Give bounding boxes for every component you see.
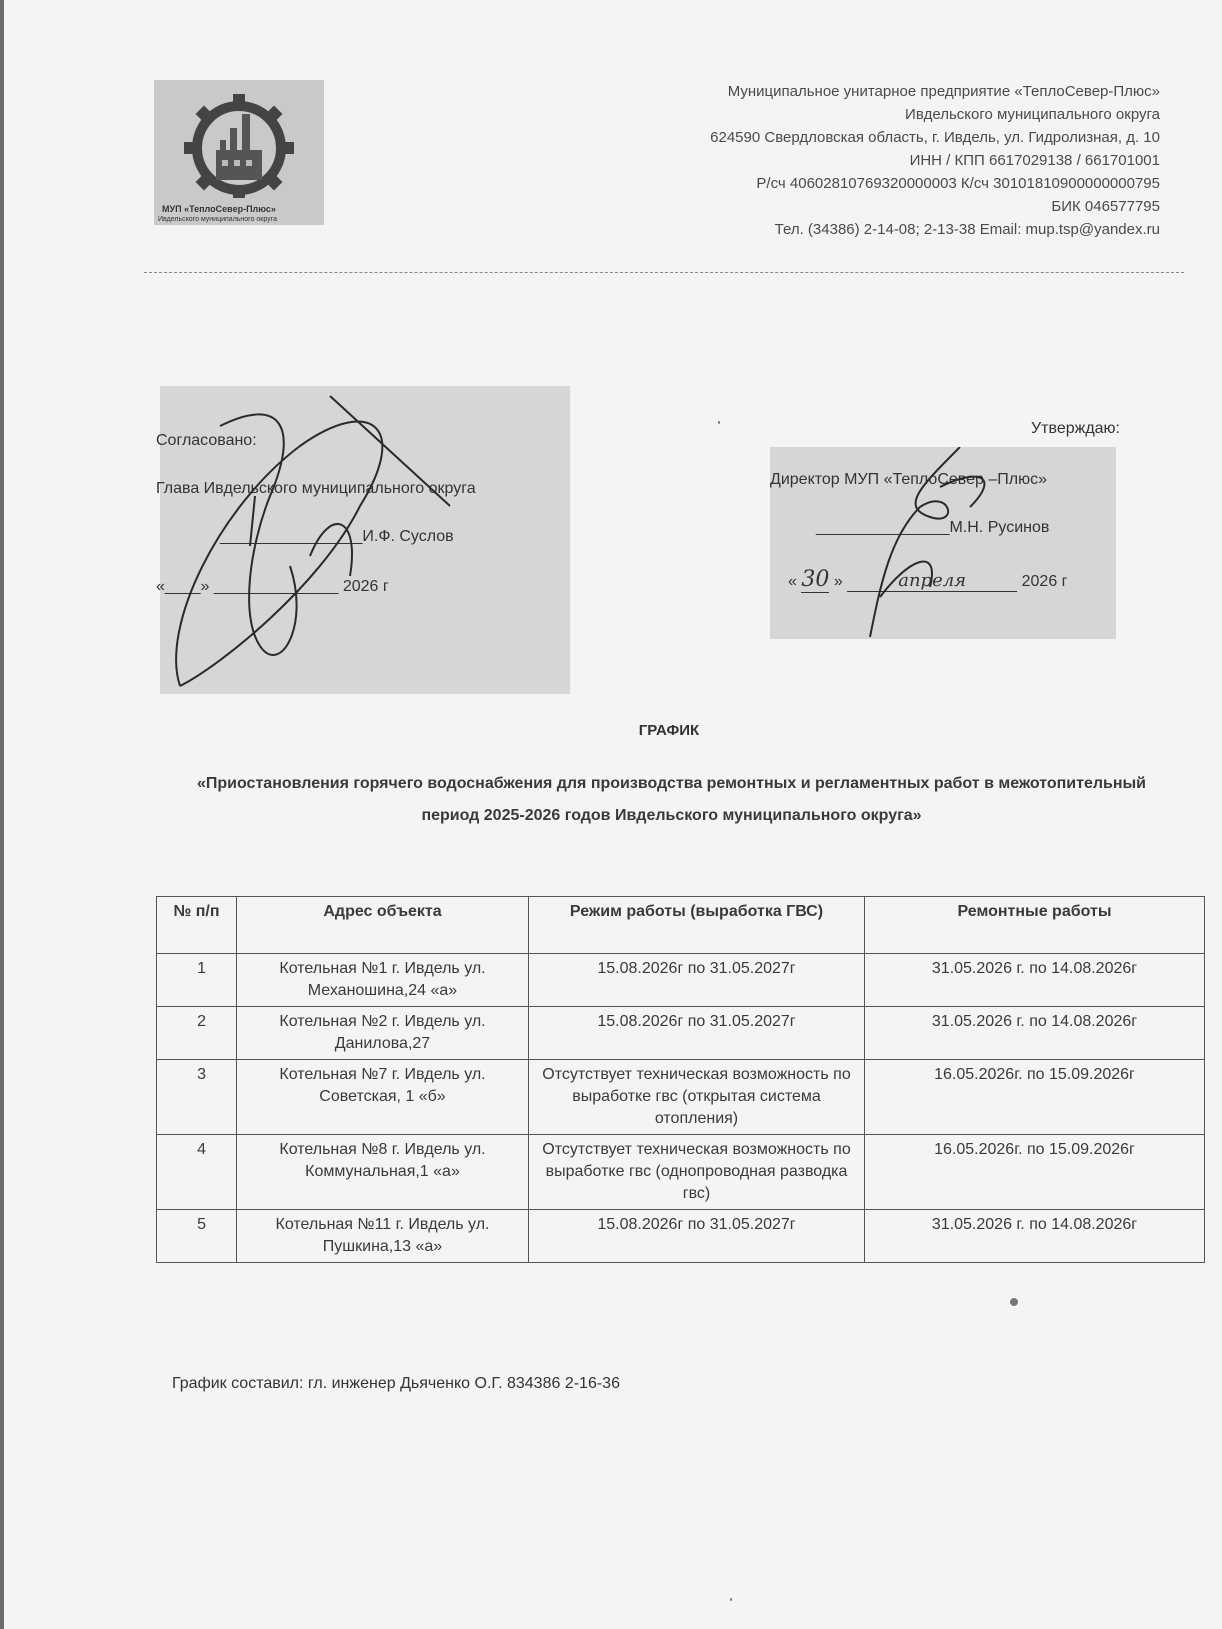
- cell-repair: 31.05.2026 г. по 14.08.2026г: [865, 1210, 1205, 1263]
- approved-label: Утверждаю:: [1031, 420, 1120, 437]
- requisite-line: Муниципальное унитарное предприятие «ТеплоСевер-Плюс»: [727, 83, 1160, 100]
- cell-mode: Отсутствует техническая возможность по выработке гвс (открытая система отопления): [529, 1060, 865, 1135]
- document-page: [4, 0, 1222, 1629]
- cell-repair: 31.05.2026 г. по 14.08.2026г: [865, 954, 1205, 1007]
- date-open-quote: «: [788, 573, 797, 590]
- requisite-line: Р/сч 40602810769320000003 К/сч 30101810900000000795: [756, 175, 1160, 192]
- cell-mode: 15.08.2026г по 31.05.2027г: [529, 1007, 865, 1060]
- column-header-mode: Режим работы (выработка ГВС): [529, 897, 865, 954]
- document-title: ГРАФИК: [638, 722, 700, 739]
- compiled-by: График составил: гл. инженер Дьяченко О.Г. 834386 2-16-36: [172, 1375, 620, 1392]
- table-row: [157, 1210, 1205, 1263]
- requisite-line: Тел. (34386) 2-14-08; 2-13-38 Email: mup.tsp@yandex.ru: [774, 221, 1160, 238]
- table-row: [157, 1060, 1205, 1135]
- cell-address: Котельная №1 г. Ивдель ул. Механошина,24 «а»: [237, 954, 529, 1007]
- requisite-line: ИНН / КПП 6617029138 / 661701001: [909, 152, 1160, 169]
- requisite-line: Ивдельского муниципального округа: [905, 106, 1160, 123]
- table-row: [157, 1007, 1205, 1060]
- logo-caption: МУП «ТеплоСевер-Плюс»: [162, 204, 276, 214]
- document-subtitle: «Приостановления горячего водоснабжения для производства ремонтных и регламентных работ в межотопительный период 2025-2026 годов Ивдельского муниципального округа»: [196, 775, 1147, 824]
- approval-signature-line: ________________И.Ф. Суслов: [220, 528, 454, 545]
- cell-number: 3: [157, 1060, 237, 1135]
- logo-subcaption: Ивдельского муниципального округа: [158, 216, 277, 223]
- cell-mode: Отсутствует техническая возможность по выработке гвс (однопроводная разводка гвс): [529, 1135, 865, 1210]
- column-header-number: № п/п: [157, 897, 237, 954]
- date-month: апреля: [847, 570, 1017, 592]
- date-year: 2026 г: [1021, 573, 1068, 590]
- table-row: [157, 954, 1205, 1007]
- scan-speck: [730, 1598, 732, 1601]
- requisite-line: 624590 Свердловская область, г. Ивдель, ул. Гидролизная, д. 10: [710, 129, 1160, 146]
- schedule-table: [156, 896, 1205, 1263]
- factory-gear-icon: [154, 80, 324, 205]
- cell-address: Котельная №8 г. Ивдель ул. Коммунальная,1 «а»: [237, 1135, 529, 1210]
- requisite-line: БИК 046577795: [1051, 198, 1160, 215]
- approval-signature-line: _______________М.Н. Русинов: [816, 519, 1050, 536]
- cell-number: 2: [157, 1007, 237, 1060]
- company-requisites: [710, 80, 1160, 241]
- approval-label: Согласовано:: [156, 432, 257, 449]
- company-logo: [154, 80, 324, 225]
- approval-date-line: [788, 567, 1068, 592]
- cell-mode: 15.08.2026г по 31.05.2027г: [529, 1210, 865, 1263]
- column-header-address: Адрес объекта: [237, 897, 529, 954]
- cell-address: Котельная №7 г. Ивдель ул. Советская, 1 «б»: [237, 1060, 529, 1135]
- cell-number: 1: [157, 954, 237, 1007]
- date-day: 30: [801, 567, 830, 592]
- approval-date-line: «____» ______________ 2026 г: [156, 578, 389, 595]
- scan-speck: [1010, 1298, 1018, 1306]
- approval-position: Глава Ивдельского муниципального округа: [156, 480, 476, 497]
- approval-position: Директор МУП «ТеплоСевер –Плюс»: [770, 471, 1047, 488]
- column-header-repair: Ремонтные работы: [865, 897, 1205, 954]
- cell-repair: 16.05.2026г. по 15.09.2026г: [865, 1135, 1205, 1210]
- scan-speck: [718, 421, 720, 424]
- table-row: [157, 1135, 1205, 1210]
- date-close-quote: »: [833, 573, 843, 590]
- approval-block-right: [770, 447, 1116, 639]
- cell-number: 4: [157, 1135, 237, 1210]
- cell-address: Котельная №11 г. Ивдель ул. Пушкина,13 «а»: [237, 1210, 529, 1263]
- table-header-row: [157, 897, 1205, 954]
- cell-number: 5: [157, 1210, 237, 1263]
- cell-repair: 16.05.2026г. по 15.09.2026г: [865, 1060, 1205, 1135]
- header-divider: [144, 272, 1184, 273]
- cell-mode: 15.08.2026г по 31.05.2027г: [529, 954, 865, 1007]
- cell-address: Котельная №2 г. Ивдель ул. Данилова,27: [237, 1007, 529, 1060]
- cell-repair: 31.05.2026 г. по 14.08.2026г: [865, 1007, 1205, 1060]
- approval-block-left: [156, 386, 570, 694]
